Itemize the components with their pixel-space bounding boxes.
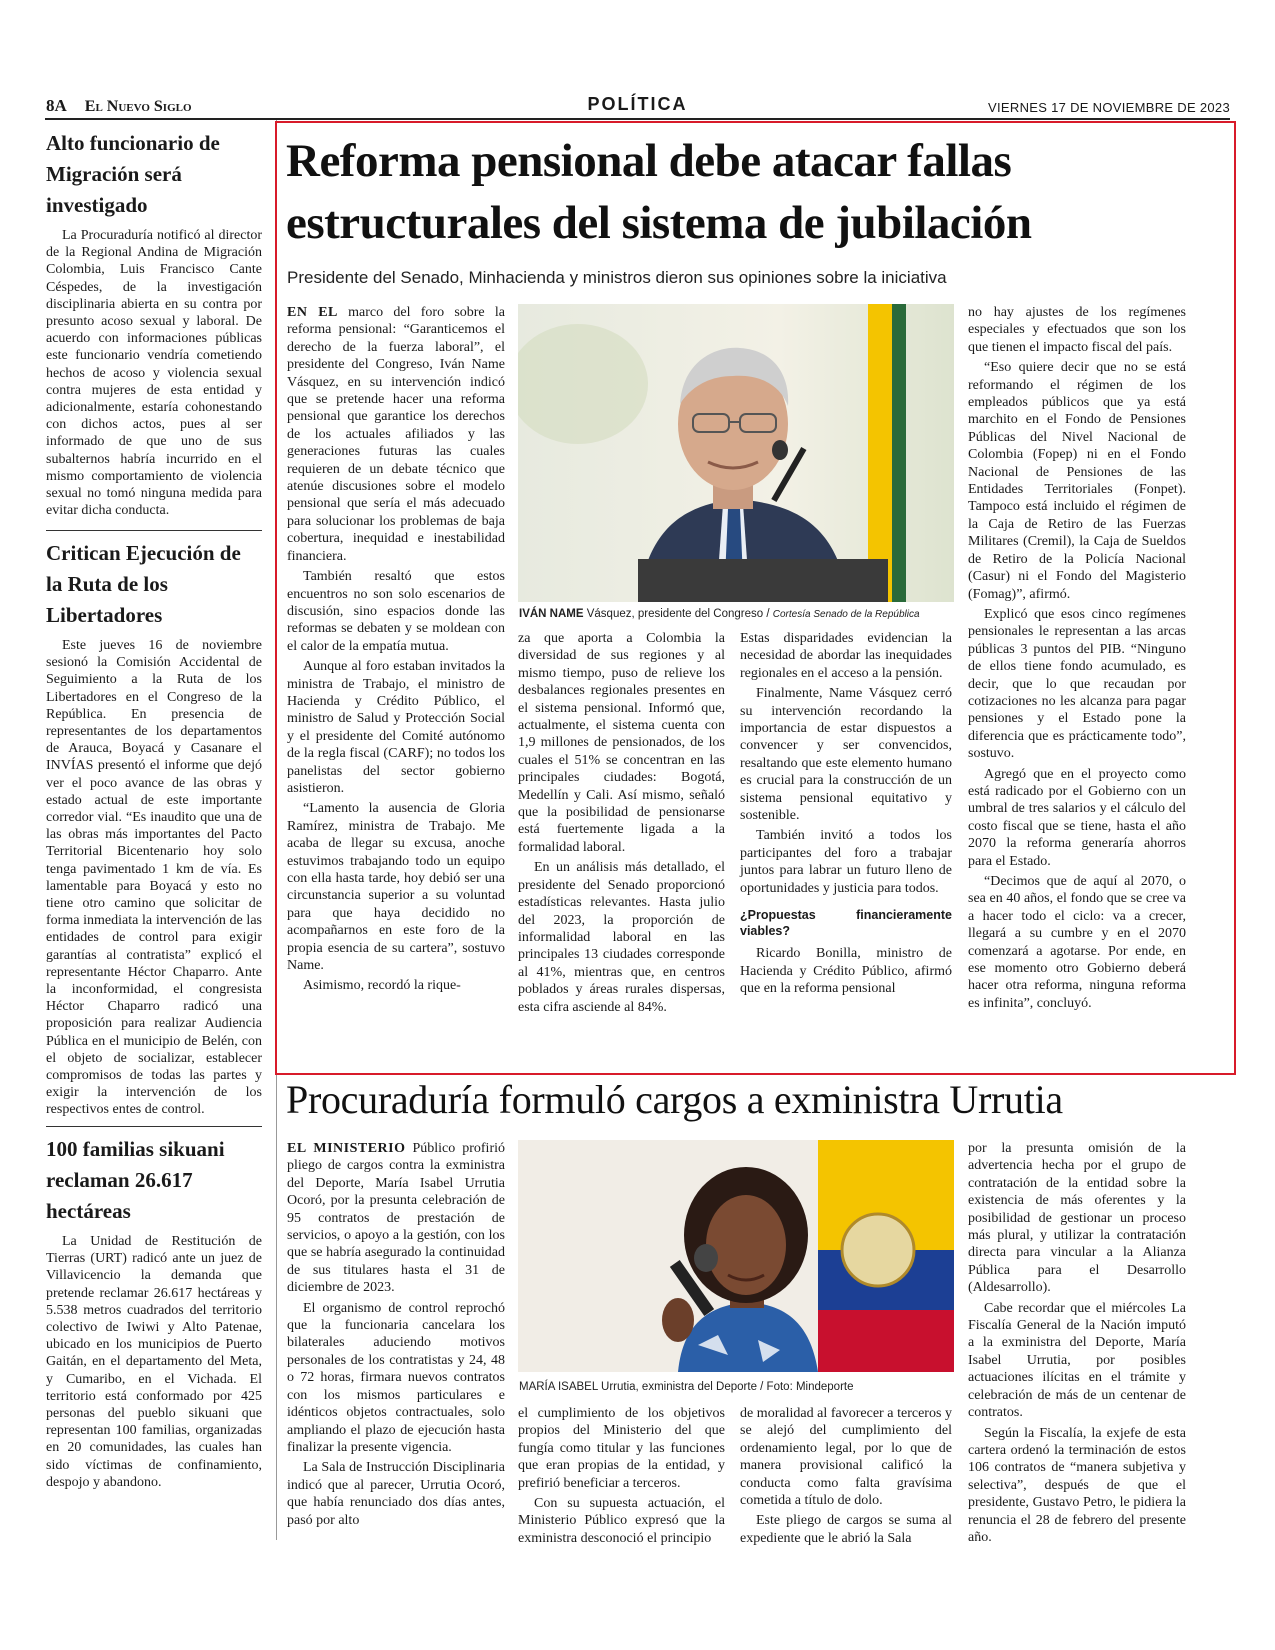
story1-deck: Presidente del Senado, Minhacienda y ministros dieron sus opiniones sobre la iniciativa <box>287 268 947 287</box>
story1-column-4 <box>968 304 1186 1015</box>
story1-headline: Reforma pensional debe atacar fallas estructurales del sistema de jubilación <box>286 135 1032 249</box>
paragraph: Según la Fiscalía, la exjefe de esta cartera ordenó la terminación de estos 106 contratos de “manera subjetiva y selectiva”, después de que el presidente, Gustavo Petro, le pidiera la renuncia el 28 de febrero del presente año. <box>968 1425 1186 1545</box>
brief-divider <box>46 1126 262 1127</box>
caption-name: MARÍA ISABEL <box>519 1381 598 1393</box>
paragraph: EL MINISTERIO Público profirió pliego de cargos contra la exministra del Deporte, María Isabel Urrutia Ocoró, por la presunta celebración de 95 contratos de prestación de servicios, o apoyo a la gestión, con los que se habría asegurado la continuidad de sus titulares hasta el 31 de diciembre de 2023. <box>287 1141 505 1296</box>
page-number: 8A <box>46 96 67 115</box>
brief-title: Alto funcionario de Migración será investigado <box>46 131 220 217</box>
story2-headline: Procuraduría formuló cargos a exministra Urrutia <box>286 1077 1063 1122</box>
paragraph: el cumplimiento de los objetivos propios del Ministerio del que fungía como titular y las funciones que eran propias de la entidad, y prefirió beneficiar a terceros. <box>518 1406 725 1491</box>
story1-subhead: ¿Propuestas financieramente viables? <box>740 908 952 939</box>
paragraph: za que aporta a Colombia la diversidad de sus regiones y al mismo tiempo, puso de relieve los desbalances regionales presentes en el sistema pensional. Informó que, actualmente, el sistema cuenta con 1,9 millones de pensionados, de los cuales el 51% se concentran en las principales ciudades: Bogotá, Medellín y Cali. Así mismo, señaló que la posibilidad de pensionarse está fuertemente ligada a la formalidad laboral. <box>518 631 725 855</box>
header-rule <box>45 118 1230 120</box>
speaker-photo-icon <box>518 304 954 602</box>
sidebar-brief-1 <box>46 128 262 519</box>
sidebar-brief-3 <box>46 1134 262 1491</box>
brief-body: La Unidad de Restitución de Tierras (URT) radicó ante un juez de Villavicencio la demanda que pretende reclamar 26.617 hectáreas y 5.538 metros cuadrados del territorio colectivo de Iwiwi y Alto Patenae, ubicado en los municipios de Puerto Gaitán, en el departamento del Meta, y Cumaribo, en el Vichada. El territorio está conformado por 425 personas del pueblo sikuani que representan 100 familias, organizadas en 20 comunidades, las cuales han sido víctimas de confinamiento, despojo y abandono. <box>46 1234 262 1490</box>
paragraph: Asimismo, recordó la rique- <box>303 978 461 994</box>
story2-column-1 <box>287 1140 505 1532</box>
paper-name: El Nuevo Siglo <box>84 98 192 115</box>
paragraph: En un análisis más detallado, el presidente del Senado proporcionó estadísticas relevantes. Hasta julio del 2023, la proporción de informalidad laboral en las principales 13 ciudades corresponde al 41%, mientras que, en centros poblados y áreas rurales dispersas, esta cifra asciende al 84%. <box>518 860 725 1015</box>
sidebar-brief-2 <box>46 538 262 1119</box>
story1-column-1 <box>287 304 505 998</box>
paragraph: “Lamento la ausencia de Gloria Ramírez, ministra de Trabajo. Me acaba de llegar su excusa, anoche estuvimos trabajando todo un equipo con ella hasta tarde, hoy debió ser una circunstancia superior a su voluntad para que haya decidido no acompañarnos en este foro de la propia esencia de su cartera”, sostuvo Name. <box>287 801 505 974</box>
paragraph: Estas disparidades evidencian la necesidad de abordar las inequidades regionales en el acceso a la pensión. <box>740 631 952 681</box>
paragraph: También resaltó que estos encuentros no son solo escenarios de discusión, sino espacios donde las reformas se debaten y se moldean con el calor de la empatía mutua. <box>287 569 505 654</box>
paragraph: Agregó que en el proyecto como está radicado por el Gobierno con un umbral de tres salarios y el cálculo del costo fiscal que se tiene, hasta el año 2070 la reforma generaría ahorros para el Estado. <box>968 766 1186 869</box>
story2-caption: MARÍA ISABEL Urrutia, exministra del Deporte / Foto: Mindeporte <box>519 1381 854 1393</box>
story2-column-2 <box>518 1405 725 1550</box>
story1-column-2 <box>518 630 725 1019</box>
paragraph: Aunque al foro estaban invitados la ministra de Trabajo, el ministro de Hacienda y Crédito Público, el ministro de Salud y Protección Social y el presidente del Comité autónomo de la regla fiscal (CARF); no todos los panelistas del sector gobierno asistieron. <box>287 659 505 796</box>
section-label: POLÍTICA <box>587 94 688 114</box>
paragraph: También invitó a todos los participantes del foro a trabajar juntos para labrar un futuro lleno de oportunidades y justicia para todos. <box>740 828 952 896</box>
lead-in: EL MINISTERIO <box>287 1141 406 1156</box>
paragraph: El organismo de control reprochó que la funcionaria cancelara los bilaterales aduciendo motivos personales de los contratistas y 24, 48 o 72 horas, firmara nuevos contratos con los mismos particulares e idénticos objetos contractuales, solo ampliando el plazo de ejecución hasta finalizar la presente vigencia. <box>287 1300 505 1455</box>
paragraph: Finalmente, Name Vásquez cerró su intervención recordando la importancia de estar dispuestos a convencer y ser convencidos, resaltando que este elemento humano es crucial para la construcción de un sistema pensional equitativo y sostenible. <box>740 686 952 824</box>
paragraph: de moralidad al favorecer a terceros y se alejó del cumplimiento del ordenamiento legal, por lo que de manera provisional calificó la conducta como falta gravísima cometida a título de dolo. <box>740 1406 952 1509</box>
photo-credit: Cortesía Senado de la República <box>772 609 920 620</box>
story2-column-4 <box>968 1140 1186 1549</box>
story2-photo <box>518 1140 954 1372</box>
speaker-photo-icon <box>518 1140 954 1372</box>
brief-divider <box>46 530 262 531</box>
lead-in: EN EL <box>287 305 338 320</box>
caption-name: IVÁN NAME <box>519 608 584 620</box>
paragraph: EN EL marco del foro sobre la reforma pensional: “Garanticemos el derecho de la fuerza laboral”, el presidente del Congreso, Iván Name Vásquez, en su intervención indicó que se pretende hacer una reforma pensional que garantice los derechos de los actuales afiliados y las generaciones futuras las cuales requieren de un debate técnico que atenúe discusiones sobre el modelo pensional que sería el más adecuado para solucionar los problemas de baja cobertura, inequidad e inestabilidad financiera. <box>287 305 506 564</box>
paragraph: por la presunta omisión de la advertencia hecha por el grupo de contratación de la entidad sobre la existencia de más oferentes y la posibilidad de gestionar un proceso más plural, y utilizar la contratación directa para vincular a la Alianza Pública para el Desarrollo (Aldesarrollo). <box>968 1141 1186 1296</box>
paragraph: no hay ajustes de los regímenes especiales y efectuados que son los que tienen el impacto fiscal del país. <box>968 305 1186 355</box>
brief-body: La Procuraduría notificó al director de la Regional Andina de Migración Colombia, Luis Francisco Cante Céspedes, de la investigación disciplinaria abierta en su contra por presunto acoso sexual y laboral. De acuerdo con informaciones públicas este funcionario vendría cometiendo hechos de acoso y violencia sexual contra mujeres de esta entidad y adicionalmente, estaría cohonestando con dichos actos, pues al ser informado de que uno de sus subalternos habría incurrido en el mismo comportamiento de violencia sexual no tomó ninguna medida para evitar dicha conducta. <box>46 228 262 519</box>
paragraph: “Eso quiere decir que no se está reformando el régimen de los empleados públicos que ya está marchito en el Fondo de Pensiones Públicas del Nivel Nacional de Colombia (Fopep) ni en el Fondo Nacional de Pensiones de las Entidades Territoriales (Fonpet). Tampoco está incluido el régimen de la Caja de Retiro de las Fuerzas Militares (Cremil), la Caja de Sueldos de Retiro de la Policía Nacional (Casur) ni el Fondo del Magisterio (Fomag)”, afirmó. <box>968 360 1186 602</box>
paragraph: Ricardo Bonilla, ministro de Hacienda y Crédito Público, afirmó que en la reforma pensional <box>740 946 952 996</box>
brief-body: Este jueves 16 de noviembre sesionó la Comisión Accidental de Seguimiento a la Ruta de los Libertadores en el Congreso de la República. En presencia de representantes de los departamentos de Arauca, Boyacá y Casanare el INVÍAS presentó el informe que dejó ver el poco avance de las obras y estado actual de este importante corredor vial. “Es inaudito que una de las obras más importantes del Pacto Territorial Bicentenario hoy solo tenga pavimentado 1 km de vía. Es lamentable para Boyacá y esto no tiene otro camino que solicitar de forma inmediata la intervención de las entidades de control para exigir garantías al contratista” explicó el representante Héctor Chaparro. Ante la inconformidad, el congresista Héctor Chaparro radicó una proposición para realizar Audiencia Pública en el municipio de Belén, con el objeto de socializar, establecer compromisos de todas las partes y exigir la intervención de los respectivos entes de control. <box>46 638 262 1118</box>
story1-photo <box>518 304 954 602</box>
story1-caption: IVÁN NAME Vásquez, presidente del Congreso / Cortesía Senado de la República <box>519 608 920 620</box>
issue-date: VIERNES 17 DE NOVIEMBRE DE 2023 <box>988 100 1230 115</box>
paragraph: La Sala de Instrucción Disciplinaria indicó que al parecer, Urrutia Ocoró, que había renunciado dos días antes, pasó por alto <box>287 1460 505 1528</box>
story2-column-3 <box>740 1405 952 1550</box>
brief-title: Critican Ejecución de la Ruta de los Libertadores <box>46 541 241 627</box>
paragraph: Explicó que esos cinco regímenes pensionales le representan a las arcas públicas 3 puntos del PIB. “Ninguno de ellos tiene fondo acumulado, es decir, que lo que recaudan por cotizaciones no les alcanza para pagar pensiones y el Estado pone la diferencia que es prácticamente todo”, sostuvo. <box>968 606 1186 762</box>
paragraph: Con su supuesta actuación, el Ministerio Público expresó que la exministra desconoció el principio <box>518 1496 725 1546</box>
story1-column-3 <box>740 630 952 1000</box>
paragraph: Este pliego de cargos se suma al expediente que le abrió la Sala <box>740 1513 952 1546</box>
paragraph: “Decimos que de aquí al 2070, o sea en 40 años, el fondo que se cree va a hacer todo el ciclo: va a crecer, llegará a su cumbre y en el 2070 comenzará a agotarse. Por ende, en ese momento otro Gobierno deberá hacer otra reforma, ninguna reforma es infinita”, concluyó. <box>968 874 1186 1011</box>
paragraph: Cabe recordar que el miércoles La Fiscalía General de la Nación imputó a la exministra del Deporte, María Isabel Urrutia, por posibles actuaciones ilícitas en el trámite y celebración de más de un centenar de contratos. <box>968 1300 1186 1421</box>
brief-title: 100 familias sikuani reclaman 26.617 hectáreas <box>46 1137 225 1223</box>
